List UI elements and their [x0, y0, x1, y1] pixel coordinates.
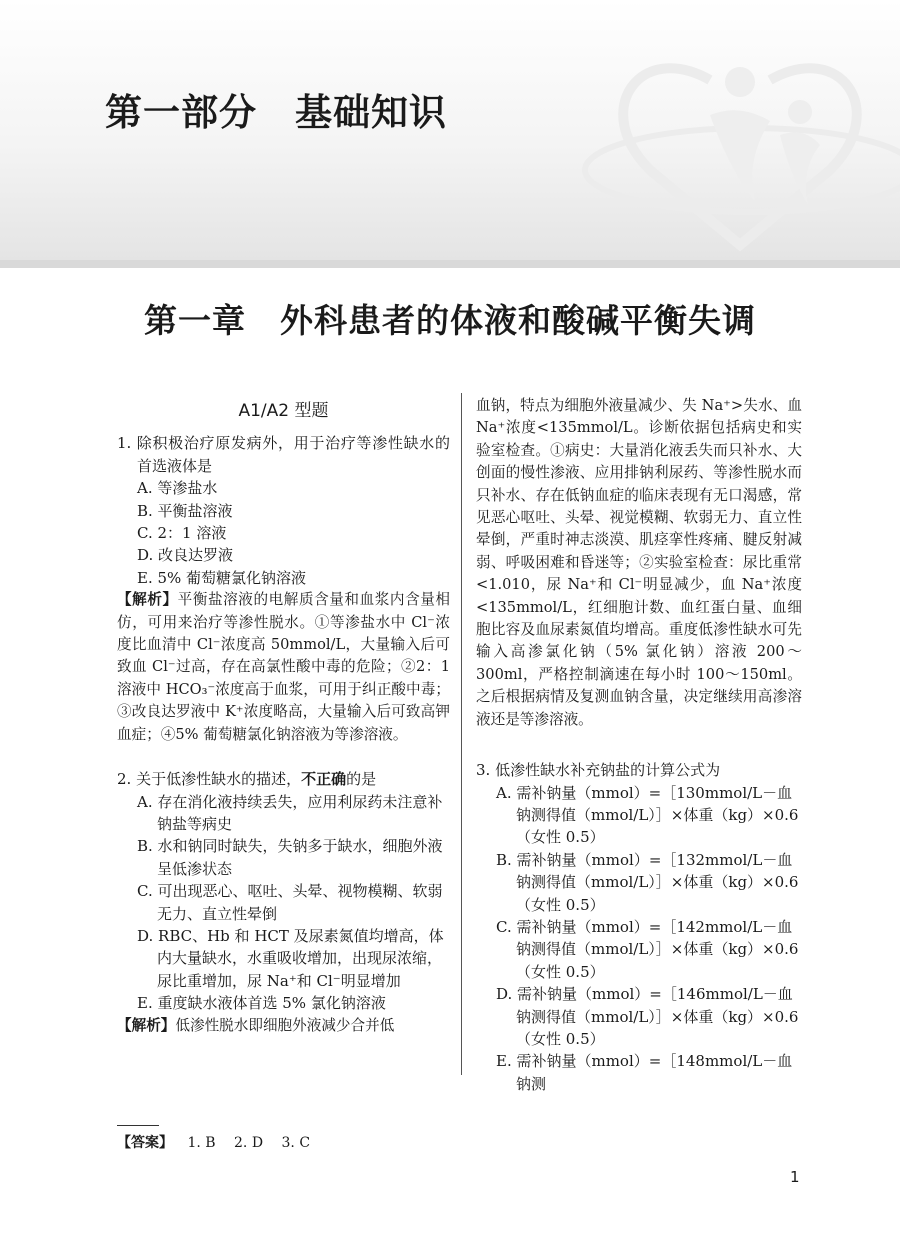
option-a: A. 需补钠量（mmol）=［130mmol/L－血钠测得值（mmol/L）］×体重（kg）×0.6（女性 0.5） [496, 783, 799, 847]
footnote-divider [117, 1125, 159, 1126]
medical-logo-icon [580, 20, 900, 260]
option-c: C. 2：1 溶液 [137, 524, 227, 543]
explanation-text: 平衡盐溶液的电解质含量和血浆内含量相仿，可用来治疗等渗性脱水。①等渗盐水中 Cl⁻浓度比血清中 Cl⁻浓度高 50mmol/L，大量输入后可致血 Cl⁻过高，存在高氯性酸中毒的危险；②2：1 溶液中 HCO₃⁻浓度高于血浆，可用于纠正酸中毒；③改良达罗液中 K⁺浓度略高，大量输入后可致高钾血症；④5% 葡萄糖氯化钠溶液为等渗溶液。 [117, 591, 450, 743]
option-e: E. 需补钠量（mmol）=［148mmol/L－血钠测 [496, 1052, 793, 1093]
answer-item: 1. B [187, 1135, 216, 1151]
section-title: A1/A2 型题 [238, 401, 329, 421]
part-title: 第一部分 基础知识 [105, 91, 447, 134]
part-banner [0, 0, 900, 262]
question-stem: 1. 除积极治疗原发病外，用于治疗等渗性缺水的首选液体是 [117, 434, 450, 475]
option-c: C. 可出现恶心、呕吐、头晕、视物模糊、软弱无力、直立性晕倒 [137, 882, 443, 923]
option-d: D. 需补钠量（mmol）=［146mmol/L－血钠测得值（mmol/L）］×体重（kg）×0.6（女性 0.5） [496, 985, 799, 1048]
answer-key [117, 1132, 324, 1152]
question-3 [476, 759, 802, 1095]
option-b: B. 需补钠量（mmol）=［132mmol/L－血钠测得值（mmol/L）］×体重（kg）×0.6（女性 0.5） [496, 850, 799, 914]
option-a: A. 存在消化液持续丢失，应用利尿药未注意补钠盐等病史 [137, 792, 443, 833]
option-a: A. 等渗盐水 [137, 479, 218, 498]
explanation-text: 低渗性脱水即细胞外液减少合并低 [175, 1016, 395, 1034]
banner-divider [0, 260, 900, 268]
answer-item: 3. C [281, 1135, 311, 1151]
explanation [117, 1015, 450, 1037]
explanation-tag: 【解析】 [117, 1016, 176, 1034]
explanation [117, 589, 450, 746]
column-divider [461, 393, 462, 1075]
question-1 [117, 432, 450, 746]
option-d: D. 改良达罗液 [137, 546, 234, 565]
question-stem [117, 768, 450, 790]
answer-item: 2. D [234, 1135, 264, 1151]
stem-suffix: 的是 [346, 770, 377, 789]
stem-prefix: 2. 关于低渗性缺水的描述， [117, 770, 302, 789]
option-e: E. 5% 葡萄糖氯化钠溶液 [137, 568, 307, 587]
explanation-tag: 【解析】 [117, 591, 178, 609]
option-b: B. 平衡盐溶液 [137, 501, 233, 520]
stem-emphasis: 不正确 [301, 770, 347, 789]
question-2 [117, 768, 450, 1037]
question-stem: 3. 低渗性缺水补充钠盐的计算公式为 [476, 761, 721, 780]
page-number: 1 [790, 1168, 800, 1186]
left-column [117, 395, 450, 1037]
answer-tag: 【答案】 [117, 1135, 173, 1151]
chapter-title: 第一章 外科患者的体液和酸碱平衡失调 [144, 301, 756, 340]
option-d: D. RBC、Hb 和 HCT 及尿素氮值均增高，体内大量缺水，水重吸收增加，出现尿浓缩，尿比重增加，尿 Na⁺和 Cl⁻明显增加 [137, 926, 444, 990]
option-c: C. 需补钠量（mmol）=［142mmol/L－血钠测得值（mmol/L）］×体重（kg）×0.6（女性 0.5） [496, 917, 799, 981]
right-column [476, 395, 802, 1095]
option-e: E. 重度缺水液体首选 5% 氯化钠溶液 [137, 994, 386, 1013]
option-b: B. 水和钠同时缺失，失钠多于缺水，细胞外液呈低渗状态 [137, 837, 443, 878]
explanation-continued: 血钠，特点为细胞外液量减少、失 Na⁺>失水、血 Na⁺浓度<135mmol/L。诊断依据包括病史和实验室检查。①病史：大量消化液丢失而只补水、大创面的慢性渗液、应用排钠利尿药、等渗性脱水而只补水、存在低钠血症的临床表现有无口渴感，常见恶心呕吐、头晕、视觉模糊、软弱无力、直立性晕倒，严重时神志淡漠、肌痉挛性疼痛、腱反射减弱、呼吸困难和昏迷等；②实验室检查：尿比重常<1.010，尿 Na⁺和 Cl⁻明显减少，血 Na⁺浓度<135mmol/L，红细胞计数、血红蛋白量、血细胞比容及血尿素氮值均增高。重度低渗性缺水可先输入高渗氯化钠（5% 氯化钠）溶液 200～300ml，严格控制滴速在每小时 100～150ml。之后根据病情及复测血钠含量，决定继续用高渗溶液还是等渗溶液。 [476, 397, 802, 728]
